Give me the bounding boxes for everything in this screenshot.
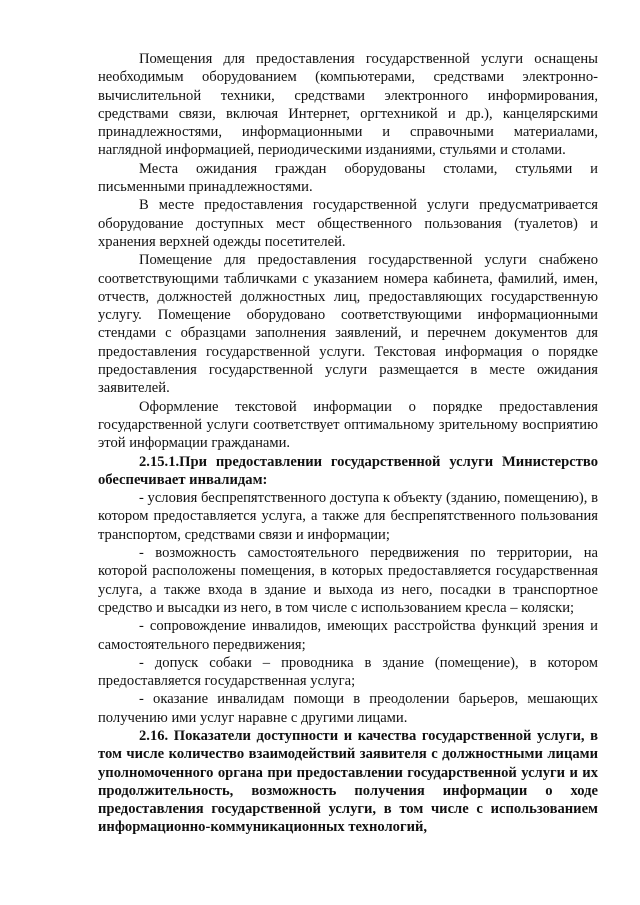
paragraph-waiting-area: Места ожидания граждан оборудованы столами, стульями и письменными принадлежностями. <box>98 160 598 196</box>
list-item-independent-movement: - возможность самостоятельного передвижения по территории, на которой расположены помещения, в которых предоставляется государственная услуга, а также входа в здание и выхода из него, посадки в транспортное средство и высадки из него, в том числе с использованием кресла – коляски; <box>98 545 598 616</box>
section-heading-2-15-1: 2.15.1.При предоставлении государственной услуги Министерство обеспечивает инвалидам: <box>98 453 598 488</box>
paragraph-signage-stands: Помещение для предоставления государственной услуги снабжено соответствующими табличками с указанием номера кабинета, фамилий, имен, отчеств, должностей должностных лиц, предоставляющих государственную услугу. Помещение оборудовано соответствующими информационными стендами с образцами заполнения заявлений, и перечнем документов для предоставления государственной услуги. Текстовая информация о порядке предоставления государственной услуги размещается в месте ожидания заявителей. <box>98 252 598 397</box>
list-item-access-conditions: - условия беспрепятственного доступа к объекту (зданию, помещению), в котором предоставляется услуга, а также для беспрепятственного пользования транспортом, средствами связи и информации; <box>98 490 598 543</box>
paragraph-text-design: Оформление текстовой информации о порядке предоставления государственной услуги соответствует оптимальному зрительному восприятию этой информации гражданами. <box>98 398 598 452</box>
list-item-guide-dog: - допуск собаки – проводника в здание (помещение), в котором предоставляется государственная услуга; <box>98 654 598 690</box>
document-body <box>98 50 598 837</box>
list-item-barrier-assistance: - оказание инвалидам помощи в преодолении барьеров, мешающих получению ими услуг наравне с другими лицами. <box>98 691 598 726</box>
section-heading-2-16: 2.16. Показатели доступности и качества государственной услуги, в том числе количество взаимодействий заявителя с должностными лицами уполномоченного органа при предоставлении государственной услуги и их продолжительность, возможность получения информации о ходе предоставления государственной услуги, в том числе с использованием информационно-коммуникационных технологий, <box>98 727 598 836</box>
paragraph-premises-equipment: Помещения для предоставления государственной услуги оснащены необходимым оборудованием (компьютерами, средствами электронно-вычислительной техники, средствами электронного информирования, средствами связи, включая Интернет, оргтехникой и др.), канцелярскими принадлежностями, информационными и справочными материалами, наглядной информацией, периодическими изданиями, стульями и столами. <box>98 51 598 159</box>
list-item-escort: - сопровождение инвалидов, имеющих расстройства функций зрения и самостоятельного передвижения; <box>98 618 598 653</box>
paragraph-public-facilities: В месте предоставления государственной услуги предусматривается оборудование доступных мест общественного пользования (туалетов) и хранения верхней одежды посетителей. <box>98 197 598 250</box>
